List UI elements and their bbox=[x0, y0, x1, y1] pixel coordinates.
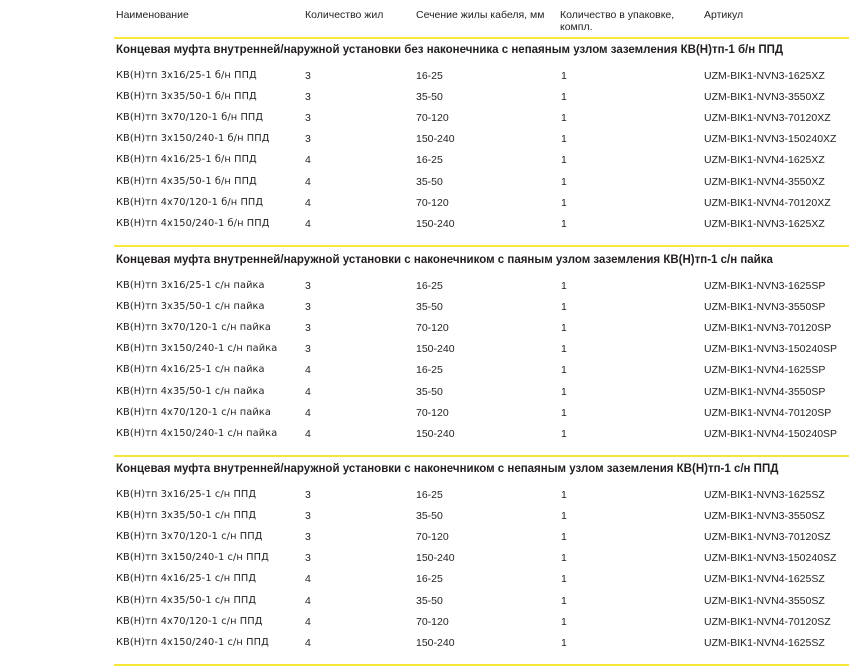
cell-name: КВ(Н)тп 3х16/25-1 с/н пайка bbox=[116, 280, 265, 291]
cell-cores: 3 bbox=[305, 91, 311, 104]
cell-article: UZM-BIK1-NVN4-70120XZ bbox=[704, 196, 831, 209]
cell-article: UZM-BIK1-NVN4-70120SP bbox=[704, 406, 832, 419]
cell-cores: 3 bbox=[305, 133, 311, 146]
table-row bbox=[0, 594, 854, 615]
cell-article: UZM-BIK1-NVN3-150240XZ bbox=[704, 133, 837, 146]
cell-qty: 1 bbox=[561, 406, 567, 419]
cell-cores: 4 bbox=[305, 406, 311, 419]
cell-qty: 1 bbox=[561, 615, 567, 628]
table-row bbox=[0, 636, 854, 657]
cell-cores: 4 bbox=[305, 427, 311, 440]
cell-article: UZM-BIK1-NVN3-150240SZ bbox=[704, 552, 837, 565]
header-qty-line2: компл. bbox=[560, 21, 593, 33]
cell-cores: 3 bbox=[305, 552, 311, 565]
cell-name: КВ(Н)тп 4х150/240-1 с/н пайка bbox=[116, 427, 278, 439]
cell-article: UZM-BIK1-NVN4-3550SZ bbox=[704, 594, 825, 607]
table-header bbox=[0, 0, 854, 40]
cell-qty: 1 bbox=[561, 636, 567, 649]
section-title: Концевая муфта внутренней/наружной установки с наконечником с паяным узлом заземления КВ(Н)тп-1 с/н пайка bbox=[116, 254, 773, 266]
cell-qty: 1 bbox=[561, 70, 567, 82]
cell-qty: 1 bbox=[561, 133, 567, 146]
cell-article: UZM-BIK1-NVN4-1625SZ bbox=[704, 573, 825, 586]
cell-section: 150-240 bbox=[416, 552, 455, 565]
cell-name: КВ(Н)тп 3х16/25-1 б/н ППД bbox=[116, 70, 257, 81]
table-row bbox=[0, 321, 854, 342]
header-qty bbox=[560, 9, 674, 33]
cell-qty: 1 bbox=[561, 531, 567, 544]
cell-cores: 3 bbox=[305, 301, 311, 314]
cell-name: КВ(Н)тп 3х150/240-1 с/н пайка bbox=[116, 343, 278, 355]
cell-name: КВ(Н)тп 4х150/240-1 с/н ППД bbox=[116, 636, 269, 648]
cell-qty: 1 bbox=[561, 385, 567, 398]
section-divider bbox=[114, 455, 849, 457]
cell-qty: 1 bbox=[561, 112, 567, 125]
cell-article: UZM-BIK1-NVN3-70120SP bbox=[704, 322, 832, 335]
cell-section: 70-120 bbox=[416, 322, 449, 335]
table-row bbox=[0, 111, 854, 132]
cell-cores: 3 bbox=[305, 112, 311, 125]
cell-name: КВ(Н)тп 3х70/120-1 б/н ППД bbox=[116, 112, 264, 124]
table-row bbox=[0, 153, 854, 174]
cell-article: UZM-BIK1-NVN3-3550SZ bbox=[704, 510, 825, 523]
cell-cores: 3 bbox=[305, 343, 311, 356]
header-name: Наименование bbox=[116, 9, 189, 21]
cell-qty: 1 bbox=[561, 175, 567, 188]
cell-qty: 1 bbox=[561, 594, 567, 607]
cell-article: UZM-BIK1-NVN3-70120SZ bbox=[704, 531, 831, 544]
cell-qty: 1 bbox=[561, 510, 567, 523]
cell-name: КВ(Н)тп 4х70/120-1 б/н ППД bbox=[116, 196, 264, 208]
cell-name: КВ(Н)тп 4х35/50-1 б/н ППД bbox=[116, 175, 257, 187]
cell-qty: 1 bbox=[561, 343, 567, 356]
cell-qty: 1 bbox=[561, 427, 567, 440]
table-row bbox=[0, 69, 854, 90]
cell-cores: 4 bbox=[305, 154, 311, 167]
cell-cores: 3 bbox=[305, 70, 311, 82]
cell-section: 150-240 bbox=[416, 133, 455, 146]
cell-article: UZM-BIK1-NVN3-150240SP bbox=[704, 343, 838, 356]
cell-qty: 1 bbox=[561, 301, 567, 314]
table-row bbox=[0, 217, 854, 238]
section-title: Концевая муфта внутренней/наружной установки без наконечника с непаяным узлом заземления КВ(Н)тп-1 б/н ППД bbox=[116, 44, 784, 56]
cell-article: UZM-BIK1-NVN3-1625SP bbox=[704, 280, 826, 292]
cell-article: UZM-BIK1-NVN3-1625XZ bbox=[704, 70, 825, 82]
section-title: Концевая муфта внутренней/наружной установки с наконечником с непаяным узлом заземления КВ(Н)тп-1 с/н ППД bbox=[116, 463, 779, 475]
table-row bbox=[0, 509, 854, 530]
table-row bbox=[0, 615, 854, 636]
cell-cores: 4 bbox=[305, 364, 311, 377]
cell-section: 150-240 bbox=[416, 343, 455, 356]
table-row bbox=[0, 90, 854, 111]
cell-qty: 1 bbox=[561, 217, 567, 230]
cell-article: UZM-BIK1-NVN3-3550XZ bbox=[704, 91, 825, 104]
section-divider bbox=[114, 37, 849, 39]
cell-qty: 1 bbox=[561, 364, 567, 377]
cell-name: КВ(Н)тп 3х70/120-1 с/н ППД bbox=[116, 531, 263, 543]
cell-name: КВ(Н)тп 4х70/120-1 с/н ППД bbox=[116, 615, 263, 627]
cell-name: КВ(Н)тп 4х35/50-1 с/н пайка bbox=[116, 385, 265, 397]
cell-section: 16-25 bbox=[416, 70, 443, 82]
table-row bbox=[0, 427, 854, 448]
table-row bbox=[0, 132, 854, 153]
cell-article: UZM-BIK1-NVN4-1625XZ bbox=[704, 154, 825, 167]
cell-section: 16-25 bbox=[416, 364, 443, 377]
cell-cores: 3 bbox=[305, 489, 311, 501]
cell-section: 70-120 bbox=[416, 196, 449, 209]
cell-name: КВ(Н)тп 4х16/25-1 с/н ППД bbox=[116, 573, 257, 585]
cell-cores: 4 bbox=[305, 385, 311, 398]
cell-article: UZM-BIK1-NVN4-1625SZ bbox=[704, 636, 825, 649]
table-row bbox=[0, 530, 854, 551]
cell-cores: 3 bbox=[305, 280, 311, 292]
cell-cores: 4 bbox=[305, 615, 311, 628]
cell-name: КВ(Н)тп 3х35/50-1 б/н ППД bbox=[116, 91, 257, 103]
header-section: Сечение жилы кабеля, мм bbox=[416, 9, 545, 21]
cell-section: 35-50 bbox=[416, 91, 443, 104]
cell-section: 70-120 bbox=[416, 112, 449, 125]
cell-cores: 4 bbox=[305, 594, 311, 607]
cell-section: 70-120 bbox=[416, 615, 449, 628]
cell-cores: 4 bbox=[305, 196, 311, 209]
cell-section: 35-50 bbox=[416, 510, 443, 523]
cell-qty: 1 bbox=[561, 552, 567, 565]
table-row bbox=[0, 488, 854, 509]
cell-article: UZM-BIK1-NVN4-70120SZ bbox=[704, 615, 831, 628]
cell-cores: 4 bbox=[305, 573, 311, 586]
table-row bbox=[0, 551, 854, 572]
cell-section: 150-240 bbox=[416, 217, 455, 230]
cell-qty: 1 bbox=[561, 280, 567, 292]
cell-name: КВ(Н)тп 4х16/25-1 б/н ППД bbox=[116, 154, 257, 166]
table-row bbox=[0, 175, 854, 196]
table-row bbox=[0, 300, 854, 321]
header-article: Артикул bbox=[704, 9, 744, 21]
cell-article: UZM-BIK1-NVN3-1625SZ bbox=[704, 489, 825, 501]
cell-name: КВ(Н)тп 4х150/240-1 б/н ППД bbox=[116, 217, 270, 229]
table-row bbox=[0, 406, 854, 427]
cell-qty: 1 bbox=[561, 154, 567, 167]
cell-section: 70-120 bbox=[416, 531, 449, 544]
cell-cores: 4 bbox=[305, 175, 311, 188]
cell-section: 16-25 bbox=[416, 154, 443, 167]
cell-name: КВ(Н)тп 4х16/25-1 с/н пайка bbox=[116, 364, 265, 376]
table-row bbox=[0, 363, 854, 384]
cell-section: 150-240 bbox=[416, 636, 455, 649]
cell-section: 16-25 bbox=[416, 280, 443, 292]
cell-cores: 4 bbox=[305, 636, 311, 649]
section-divider bbox=[114, 245, 849, 247]
cell-cores: 3 bbox=[305, 322, 311, 335]
cell-article: UZM-BIK1-NVN4-150240SP bbox=[704, 427, 838, 440]
cell-name: КВ(Н)тп 3х35/50-1 с/н ППД bbox=[116, 510, 257, 522]
cell-name: КВ(Н)тп 4х70/120-1 с/н пайка bbox=[116, 406, 271, 418]
cell-section: 35-50 bbox=[416, 385, 443, 398]
cell-qty: 1 bbox=[561, 489, 567, 501]
cell-cores: 4 bbox=[305, 217, 311, 230]
cell-qty: 1 bbox=[561, 196, 567, 209]
cell-section: 35-50 bbox=[416, 175, 443, 188]
cell-name: КВ(Н)тп 3х150/240-1 с/н ППД bbox=[116, 552, 269, 564]
cell-name: КВ(Н)тп 3х150/240-1 б/н ППД bbox=[116, 133, 270, 145]
cell-qty: 1 bbox=[561, 573, 567, 586]
cell-article: UZM-BIK1-NVN4-3550XZ bbox=[704, 175, 825, 188]
cell-name: КВ(Н)тп 3х70/120-1 с/н пайка bbox=[116, 322, 271, 334]
table-row bbox=[0, 385, 854, 406]
cell-name: КВ(Н)тп 4х35/50-1 с/н ППД bbox=[116, 594, 257, 606]
cell-section: 35-50 bbox=[416, 301, 443, 314]
cell-name: КВ(Н)тп 3х35/50-1 с/н пайка bbox=[116, 301, 265, 313]
cell-section: 70-120 bbox=[416, 406, 449, 419]
header-cores: Количество жил bbox=[305, 9, 384, 21]
cell-cores: 3 bbox=[305, 531, 311, 544]
table-row bbox=[0, 572, 854, 593]
table-row bbox=[0, 196, 854, 217]
cell-section: 16-25 bbox=[416, 489, 443, 501]
cell-section: 16-25 bbox=[416, 573, 443, 586]
cell-article: UZM-BIK1-NVN4-3550SP bbox=[704, 385, 826, 398]
table-row bbox=[0, 279, 854, 300]
cell-article: UZM-BIK1-NVN3-3550SP bbox=[704, 301, 826, 314]
table-row bbox=[0, 342, 854, 363]
cell-qty: 1 bbox=[561, 322, 567, 335]
cell-cores: 3 bbox=[305, 510, 311, 523]
cell-article: UZM-BIK1-NVN4-1625SP bbox=[704, 364, 826, 377]
cell-article: UZM-BIK1-NVN3-70120XZ bbox=[704, 112, 831, 125]
section-divider bbox=[114, 664, 849, 666]
header-qty-line1: Количество в упаковке, bbox=[560, 9, 675, 21]
cell-qty: 1 bbox=[561, 91, 567, 104]
cell-section: 150-240 bbox=[416, 427, 455, 440]
cell-name: КВ(Н)тп 3х16/25-1 с/н ППД bbox=[116, 489, 257, 500]
cell-article: UZM-BIK1-NVN3-1625XZ bbox=[704, 217, 825, 230]
cell-section: 35-50 bbox=[416, 594, 443, 607]
